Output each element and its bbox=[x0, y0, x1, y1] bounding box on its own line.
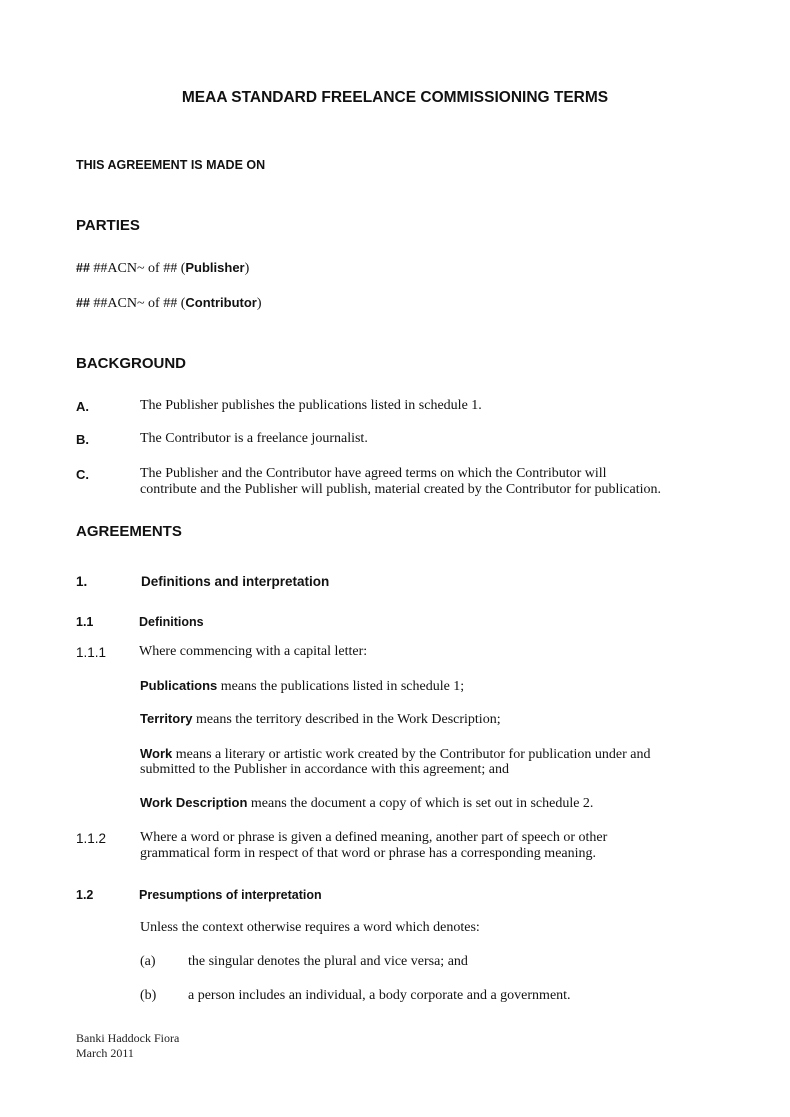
clause-number: 1. bbox=[76, 574, 88, 589]
definition-text: means a literary or artistic work created by the Contributor for publication under and bbox=[172, 747, 651, 762]
party-suffix: ) bbox=[244, 261, 250, 276]
recital-label: A. bbox=[76, 399, 89, 414]
agreement-date-line: THIS AGREEMENT IS MADE ON bbox=[76, 158, 266, 172]
party-publisher bbox=[76, 260, 249, 277]
defined-term: Work Description bbox=[140, 795, 248, 810]
party-details: ##ACN~ of ## ( bbox=[89, 261, 186, 276]
document-title: MEAA STANDARD FREELANCE COMMISSIONING TERMS bbox=[181, 89, 609, 106]
definition-text: submitted to the Publisher in accordance with this agreement; and bbox=[140, 762, 509, 777]
party-placeholder: ## bbox=[76, 296, 90, 310]
presumption-text: a person includes an individual, a body corporate and a government. bbox=[188, 988, 571, 1003]
recital-label: C. bbox=[76, 467, 89, 482]
presumption-label: (b) bbox=[140, 988, 157, 1003]
clause-number: 1.2 bbox=[76, 888, 94, 902]
recital-text: The Publisher and the Contributor have agreed terms on which the Contributor will bbox=[140, 466, 607, 481]
party-contributor bbox=[76, 295, 262, 312]
party-role: Publisher bbox=[185, 260, 245, 275]
definition-publications bbox=[140, 678, 464, 695]
parties-heading: PARTIES bbox=[76, 217, 140, 234]
party-suffix: ) bbox=[256, 296, 262, 311]
agreements-heading: AGREEMENTS bbox=[76, 523, 182, 540]
recital-label: B. bbox=[76, 432, 89, 447]
clause-title: Definitions and interpretation bbox=[141, 574, 330, 589]
clause-intro: Unless the context otherwise requires a word which denotes: bbox=[140, 920, 480, 935]
definition-text: means the territory described in the Work Description; bbox=[192, 712, 501, 727]
party-details: ##ACN~ of ## ( bbox=[89, 296, 186, 311]
clause-text: Where a word or phrase is given a defined meaning, another part of speech or other bbox=[140, 830, 608, 845]
background-heading: BACKGROUND bbox=[76, 355, 186, 372]
defined-term: Work bbox=[140, 746, 173, 761]
definition-work bbox=[140, 746, 650, 763]
definition-work-description bbox=[140, 795, 593, 812]
recital-text: The Publisher publishes the publications listed in schedule 1. bbox=[140, 398, 482, 413]
clause-number: 1.1 bbox=[76, 615, 94, 629]
clause-text: grammatical form in respect of that word or phrase has a corresponding meaning. bbox=[140, 846, 597, 861]
party-placeholder: ## bbox=[76, 261, 90, 275]
clause-text: Where commencing with a capital letter: bbox=[139, 644, 368, 659]
recital-text: contribute and the Publisher will publish, material created by the Contributor for publication. bbox=[140, 482, 661, 497]
party-role: Contributor bbox=[185, 295, 257, 310]
footer-author: Banki Haddock Fiora bbox=[76, 1031, 180, 1045]
definition-text: means the document a copy of which is set out in schedule 2. bbox=[247, 796, 594, 811]
presumption-text: the singular denotes the plural and vice versa; and bbox=[188, 954, 468, 969]
clause-title: Presumptions of interpretation bbox=[139, 888, 322, 902]
definition-territory bbox=[140, 711, 501, 728]
clause-number: 1.1.1 bbox=[76, 645, 107, 660]
clause-title: Definitions bbox=[139, 615, 204, 629]
presumption-label: (a) bbox=[140, 954, 156, 969]
definition-text: means the publications listed in schedule 1; bbox=[217, 679, 465, 694]
clause-number: 1.1.2 bbox=[76, 831, 107, 846]
footer-date: March 2011 bbox=[76, 1046, 134, 1060]
defined-term: Publications bbox=[140, 678, 218, 693]
recital-text: The Contributor is a freelance journalist. bbox=[140, 431, 368, 446]
defined-term: Territory bbox=[140, 711, 193, 726]
